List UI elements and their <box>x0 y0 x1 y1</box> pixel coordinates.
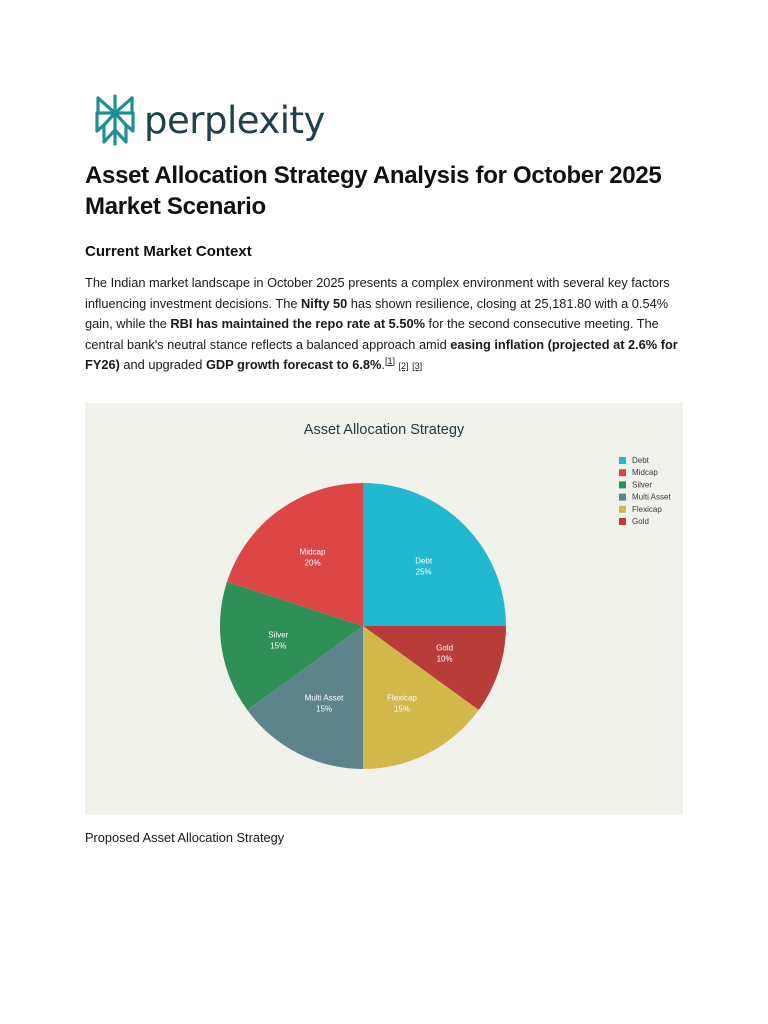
pie-chart-figure <box>85 403 683 815</box>
slice-label-multi-asset: Multi Asset <box>304 693 344 703</box>
slice-label-midcap: Midcap <box>299 547 326 557</box>
citation-link-2[interactable]: [2] <box>398 361 409 371</box>
paragraph-bold: Nifty 50 <box>301 295 348 311</box>
legend-label-silver: Silver <box>632 480 653 490</box>
legend-swatch-debt <box>619 457 626 464</box>
slice-value-silver: 15% <box>270 641 287 651</box>
slice-label-debt: Debt <box>415 556 433 566</box>
section-heading: Current Market Context <box>85 243 252 260</box>
paragraph-text: The Indian market landscape in October 2025 presents a complex environment with several key factors influencing investment decisions. The <box>85 275 670 311</box>
paragraph-text: . <box>381 357 385 372</box>
legend-label-debt: Debt <box>632 456 649 465</box>
slice-value-multi-asset: 15% <box>316 704 333 714</box>
slice-label-gold: Gold <box>436 643 454 653</box>
paragraph-text: and upgraded <box>119 357 206 372</box>
legend-label-midcap: Midcap <box>632 468 658 478</box>
citation-link-1[interactable]: [1] <box>384 355 395 366</box>
pie-chart <box>85 403 683 815</box>
slice-value-midcap: 20% <box>304 558 321 568</box>
legend-label-gold: Gold <box>632 517 649 526</box>
slice-label-silver: Silver <box>268 630 289 640</box>
paragraph-text: for the second consecutive meeting. The central bank's neutral stance reflects a balanced approach amid <box>85 316 659 352</box>
paragraph-bold: GDP growth forecast to 6.8% <box>205 357 382 372</box>
citation-link-3[interactable]: [3] <box>412 361 423 371</box>
legend-swatch-multi-asset <box>619 494 626 501</box>
chart-title: Asset Allocation Strategy <box>303 422 465 438</box>
legend-label-multi-asset: Multi Asset <box>632 492 671 502</box>
perplexity-mark-icon <box>94 94 136 146</box>
legend-swatch-gold <box>619 518 626 525</box>
legend-label-flexicap: Flexicap <box>632 504 662 514</box>
perplexity-logo <box>94 94 325 146</box>
brand-wordmark: perplexity <box>144 98 325 142</box>
legend-swatch-silver <box>619 481 626 488</box>
paragraph-bold: easing inflation (projected at 2.6% for FY26) <box>85 336 678 372</box>
slice-value-flexicap: 15% <box>393 704 410 714</box>
pie-slice-debt <box>363 483 506 626</box>
document-title: Asset Allocation Strategy Analysis for October 2025 Market Scenario <box>85 162 662 220</box>
slice-value-gold: 10% <box>436 654 453 664</box>
slice-label-flexicap: Flexicap <box>387 693 417 703</box>
paragraph-text: has shown resilience, closing at 25,181.80 with a 0.54% gain, while the <box>85 295 669 331</box>
paragraph-bold: RBI has maintained the repo rate at 5.50% <box>170 316 425 331</box>
market-context-paragraph <box>85 273 690 377</box>
slice-value-debt: 25% <box>415 567 432 577</box>
legend-swatch-flexicap <box>619 506 626 513</box>
legend-swatch-midcap <box>619 469 626 476</box>
figure-caption: Proposed Asset Allocation Strategy <box>85 830 285 845</box>
